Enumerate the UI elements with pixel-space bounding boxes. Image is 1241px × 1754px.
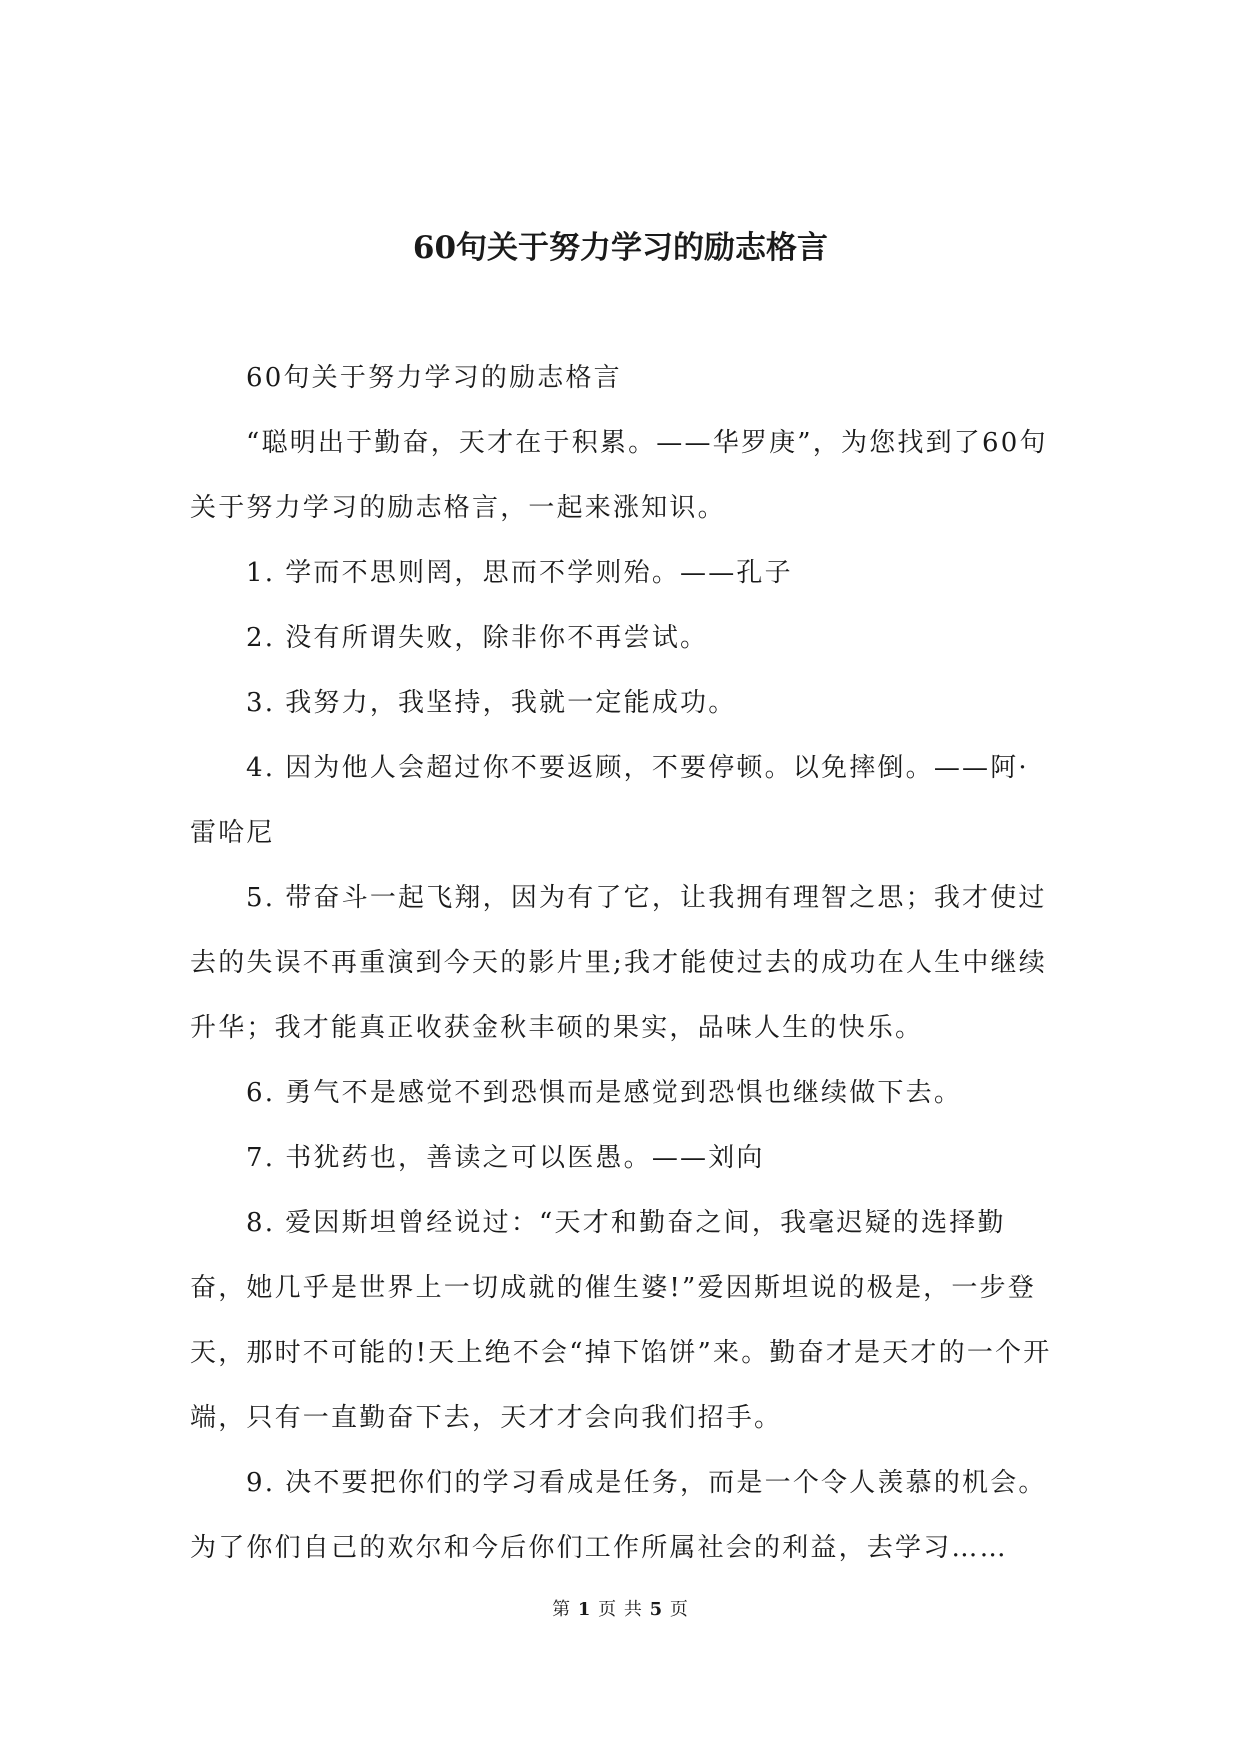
- item-number: 8.: [246, 1208, 276, 1238]
- intro-paragraph: “聪明出于勤奋，天才在于积累。——华罗庚”，为您找到了60句关于努力学习的励志格言，一起来涨知识。: [190, 428, 1048, 523]
- item-number: 6.: [246, 1078, 276, 1108]
- item-number: 4.: [246, 753, 276, 783]
- list-item: [190, 736, 1052, 866]
- list-item: [190, 606, 1052, 671]
- footer-middle: 页 共: [598, 1599, 643, 1620]
- document-body: [190, 346, 1052, 1581]
- list-item: [190, 671, 1052, 736]
- document-title: 60句关于努力学习的励志格言: [412, 230, 829, 266]
- footer-prefix: 第: [552, 1599, 572, 1620]
- item-number: 7.: [246, 1143, 276, 1173]
- total-page-count: 5: [649, 1599, 664, 1620]
- list-item: [190, 1451, 1052, 1581]
- item-text: 没有所谓失败，除非你不再尝试。: [285, 623, 709, 653]
- list-item: [190, 541, 1052, 606]
- item-text: 带奋斗一起飞翔，因为有了它，让我拥有理智之思；我才使过去的失误不再重演到今天的影片里;我才能使过去的成功在人生中继续升华；我才能真正收获金秋丰硕的果实，品味人生的快乐。: [190, 883, 1047, 1043]
- list-item: [190, 1061, 1052, 1126]
- item-text: 勇气不是感觉不到恐惧而是感觉到恐惧也继续做下去。: [285, 1078, 963, 1108]
- list-item: [190, 1191, 1052, 1451]
- item-text: 学而不思则罔，思而不学则殆。——孔子: [285, 558, 793, 588]
- current-page-number: 1: [577, 1599, 592, 1620]
- item-number: 2.: [246, 623, 276, 653]
- item-number: 1.: [246, 558, 276, 588]
- item-text: 书犹药也，善读之可以医愚。——刘向: [285, 1143, 765, 1173]
- item-number: 9.: [246, 1468, 276, 1498]
- footer-suffix: 页: [669, 1599, 689, 1620]
- item-text: 我努力，我坚持，我就一定能成功。: [285, 688, 737, 718]
- item-text: 爱因斯坦曾经说过：“天才和勤奋之间，我毫迟疑的选择勤奋，她几乎是世界上一切成就的催生婆!”爱因斯坦说的极是，一步登天，那时不可能的!天上绝不会“掉下馅饼”来。勤奋才是天才的一个开端，只有一直勤奋下去，天才才会向我们招手。: [190, 1208, 1052, 1433]
- list-item: [190, 866, 1052, 1061]
- item-number: 5.: [246, 883, 276, 913]
- page-footer: [0, 1598, 1241, 1622]
- item-text: 因为他人会超过你不要返顾，不要停顿。以免摔倒。——阿·雷哈尼: [190, 753, 1029, 848]
- list-item: [190, 1126, 1052, 1191]
- subtitle-paragraph: 60句关于努力学习的励志格言: [246, 363, 622, 393]
- item-number: 3.: [246, 688, 276, 718]
- item-text: 决不要把你们的学习看成是任务，而是一个令人羡慕的机会。为了你们自己的欢尔和今后你们工作所属社会的利益，去学习……: [190, 1468, 1047, 1563]
